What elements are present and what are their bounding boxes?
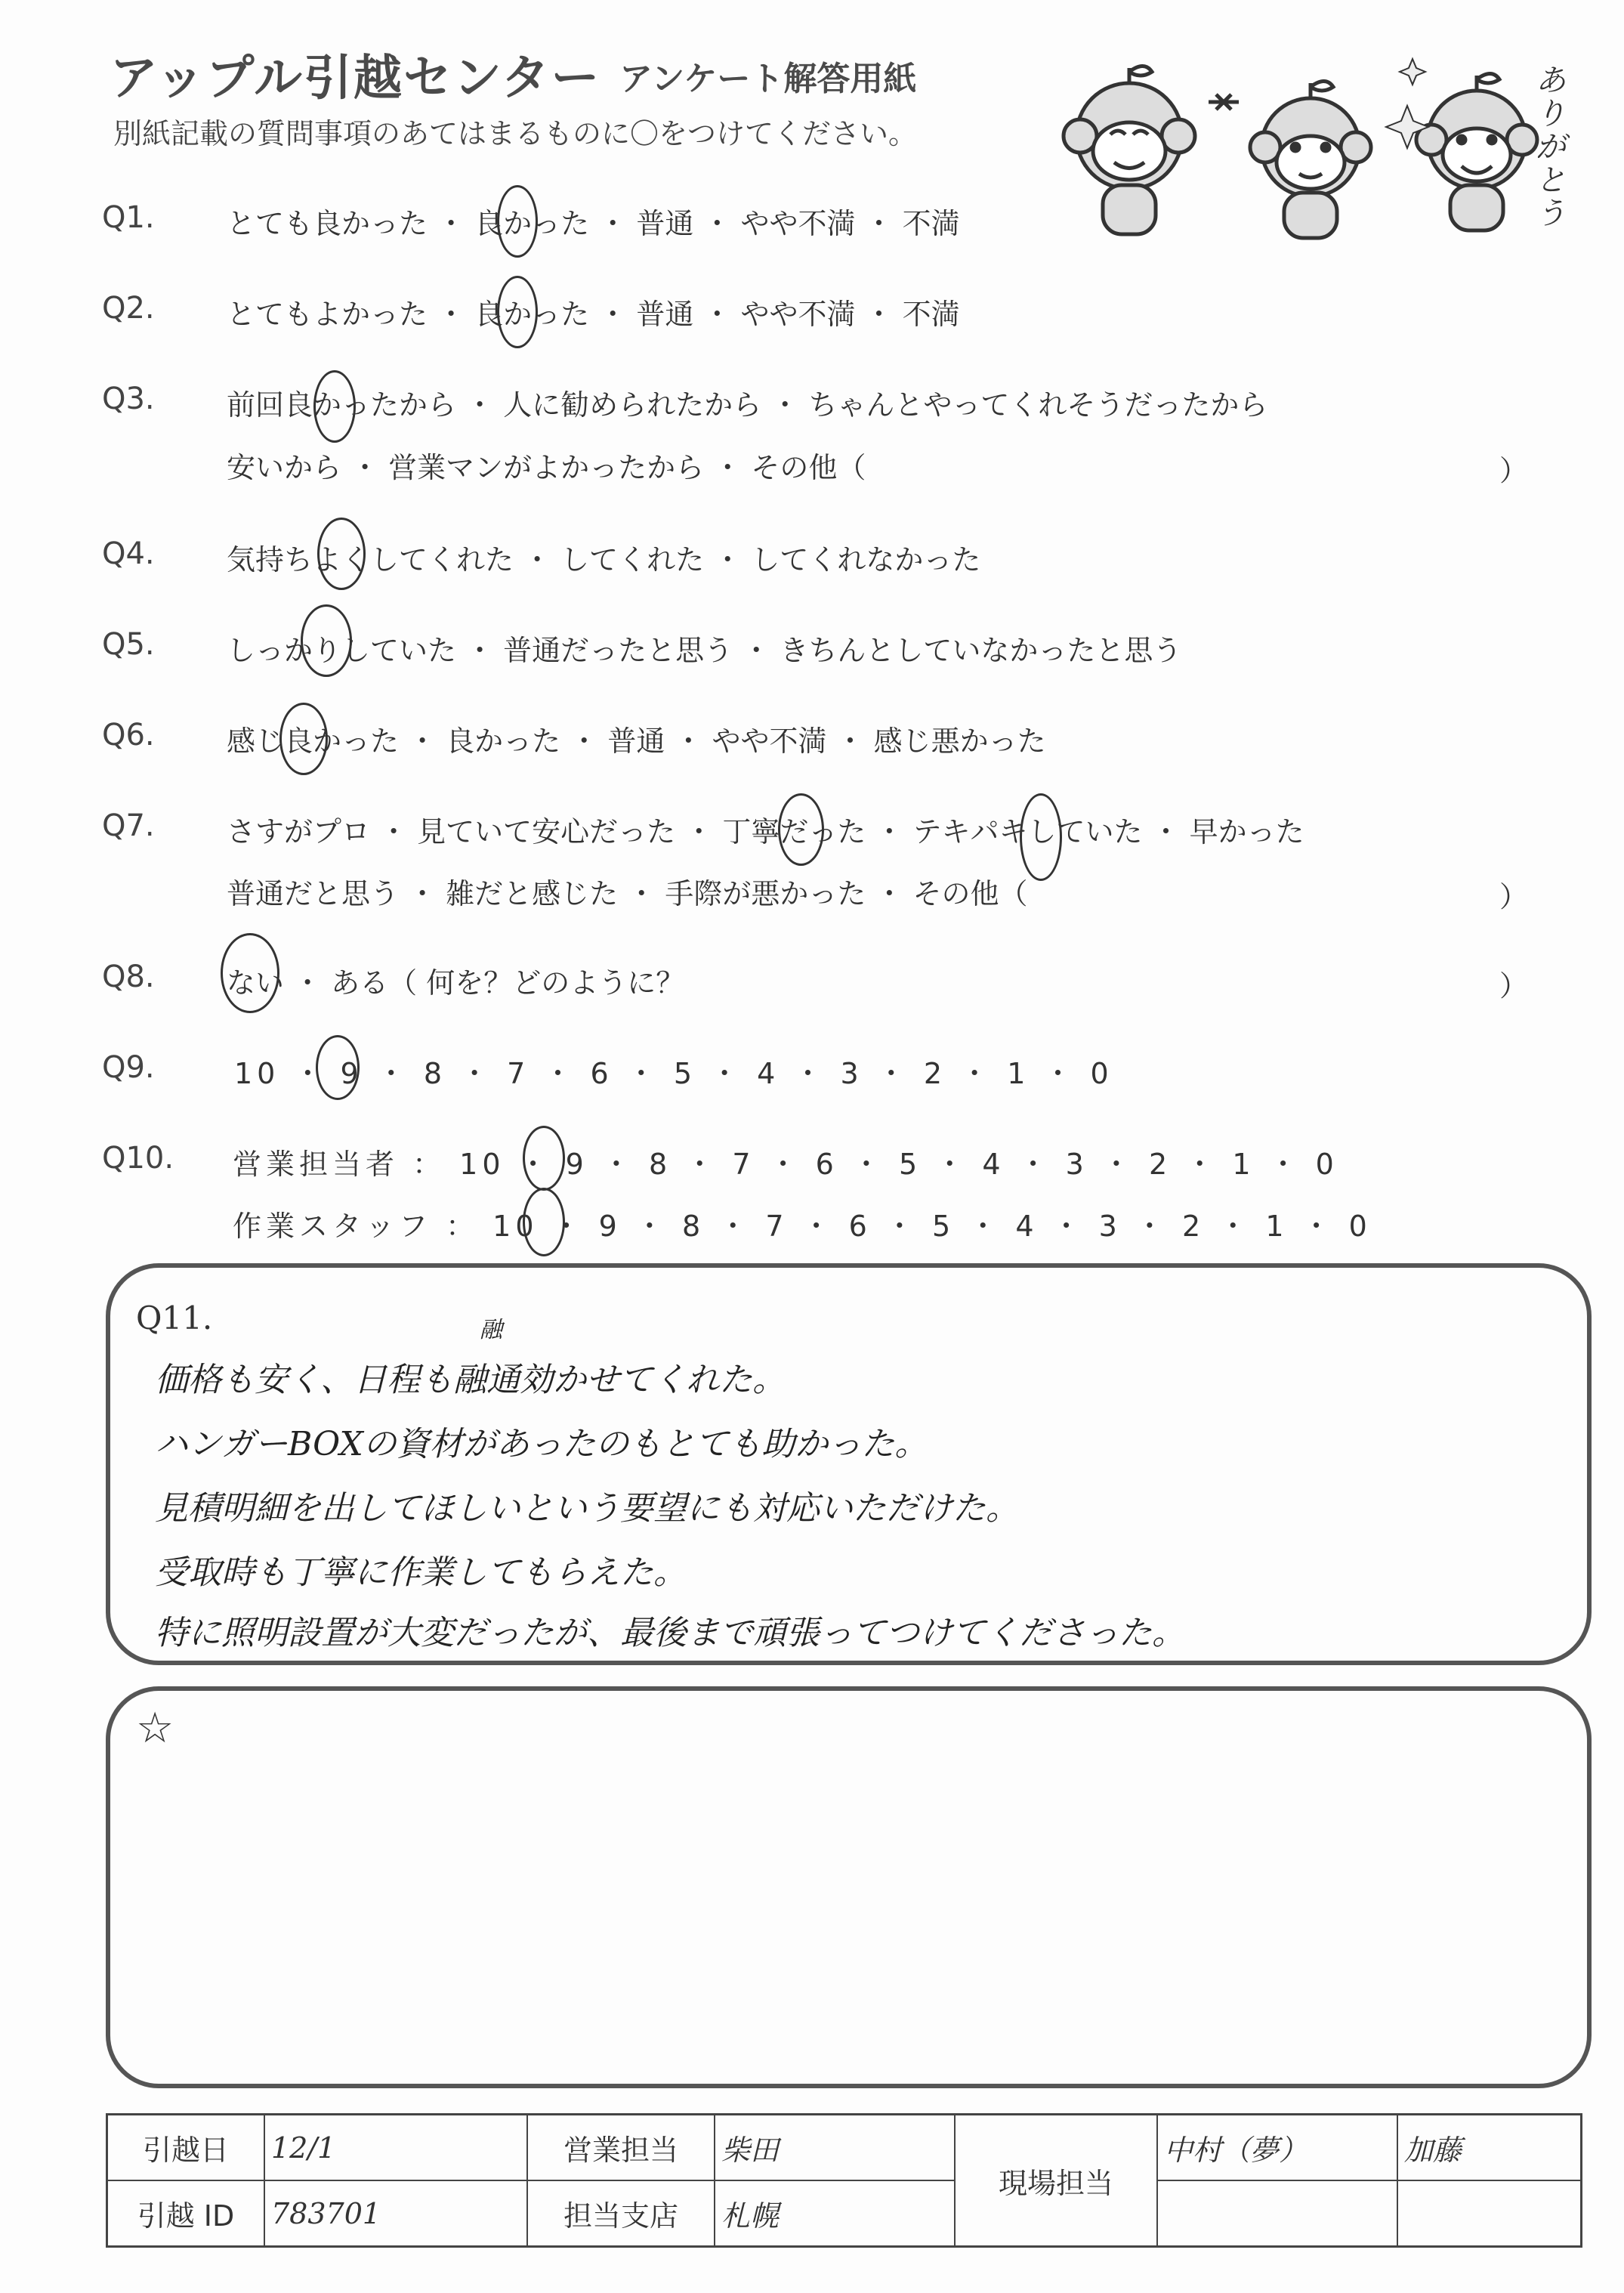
q3-options-line1: 前回良かったから ・ 人に勧められたから ・ ちゃんとやってくれそうだったから xyxy=(227,388,1268,422)
answer-circle xyxy=(316,1035,360,1100)
branch-label: 担当支店 xyxy=(527,2180,715,2247)
sales-label: 営業担当 xyxy=(527,2115,715,2181)
q9-scale: 10 ・ 9 ・ 8 ・ 7 ・ 6 ・ 5 ・ 4 ・ 3 ・ 2 ・ 1 ・ 0 xyxy=(234,1057,1113,1090)
answer-circle xyxy=(301,604,352,677)
q2-number: Q2. xyxy=(102,291,155,326)
site-staff-2: 加藤 xyxy=(1397,2115,1582,2181)
q10-staff-scale: 作業スタッフ ： 10 ・ 9 ・ 8 ・ 7 ・ 6 ・ 5 ・ 4 ・ 3 ・ 2 ・ 1 ・ 0 xyxy=(233,1210,1372,1243)
q8-close-paren: ） xyxy=(1499,969,1529,1003)
q6-options: 感じ良かった ・ 良かった ・ 普通 ・ やや不満 ・ 感じ悪かった xyxy=(227,725,1046,758)
q2-options: とてもよかった ・ 良かった ・ 普通 ・ やや不満 ・ 不満 xyxy=(227,298,960,331)
q8-options: ない ・ ある（ 何を？どのように？ xyxy=(227,966,685,1000)
answer-circle xyxy=(1020,793,1062,881)
q5-number: Q5. xyxy=(102,627,155,662)
q3-options-line2: 安いから ・ 営業マンがよかったから ・ その他（ xyxy=(227,451,866,484)
branch-value: 札幌 xyxy=(715,2180,955,2247)
mascot-illustration xyxy=(1046,53,1590,246)
thanks-text: ありがとう xyxy=(1536,63,1566,231)
q7-options-line1: さすがプロ ・ 見ていて安心だった ・ 丁寧だった ・ テキパキしていた ・ 早かった xyxy=(227,815,1304,848)
q5-options: しっかりしていた ・ 普通だったと思う ・ きちんとしていなかったと思う xyxy=(227,634,1182,667)
q7-options-line2: 普通だと思う ・ 雑だと感じた ・ 手際が悪かった ・ その他（ xyxy=(227,877,1028,910)
q7-number: Q7. xyxy=(102,808,155,843)
q11-label: Q11. xyxy=(136,1299,213,1337)
form-title: アップル引越センター xyxy=(110,51,601,107)
q4-options: 気持ちよくしてくれた ・ してくれた ・ してくれなかった xyxy=(227,543,981,576)
answer-circle xyxy=(497,185,538,258)
move-date-value: 12/1 xyxy=(264,2115,527,2181)
instruction-text: 別紙記載の質問事項のあてはまるものに〇をつけてください。 xyxy=(113,117,918,150)
move-id-value: 783701 xyxy=(264,2180,527,2247)
q4-number: Q4. xyxy=(102,536,155,571)
site-staff-1: 中村（夢） xyxy=(1157,2115,1397,2181)
answer-circle xyxy=(313,370,356,443)
q7-close-paren: ） xyxy=(1499,880,1529,913)
star-icon: ☆ xyxy=(136,1704,174,1753)
form-subtitle: アンケート解答用紙 xyxy=(619,60,917,98)
site-label: 現場担当 xyxy=(955,2115,1157,2247)
answer-circle xyxy=(497,276,538,348)
answer-circle xyxy=(778,793,824,866)
q3-close-paren: ） xyxy=(1499,454,1529,487)
q11-line-4: 受取時も丁寧に作業してもらえた。 xyxy=(155,1553,687,1592)
q10-sales-scale: 営業担当者 ： 10 ・ 9 ・ 8 ・ 7 ・ 6 ・ 5 ・ 4 ・ 3 ・ 2 ・ 1 ・ 0 xyxy=(233,1148,1338,1181)
site-staff-4 xyxy=(1397,2180,1582,2247)
answer-circle xyxy=(523,1188,565,1256)
site-staff-3 xyxy=(1157,2180,1397,2247)
move-date-label: 引越日 xyxy=(107,2115,265,2181)
q1-number: Q1. xyxy=(102,200,155,235)
answer-circle xyxy=(523,1126,565,1191)
answer-circle xyxy=(221,933,279,1013)
q11-line-1: 価格も安く、日程も融通効かせてくれた。 xyxy=(155,1361,786,1399)
move-id-label: 引越 ID xyxy=(107,2180,265,2247)
q11-line-5: 特に照明設置が大変だったが、最後まで頑張ってつけてくださった。 xyxy=(155,1614,1185,1652)
q8-number: Q8. xyxy=(102,960,155,994)
q6-number: Q6. xyxy=(102,718,155,752)
q10-number: Q10. xyxy=(102,1141,174,1176)
q3-number: Q3. xyxy=(102,382,155,416)
q1-options: とても良かった ・ 良かった ・ 普通 ・ やや不満 ・ 不満 xyxy=(227,207,960,240)
q11-line-3: 見積明細を出してほしいという要望にも対応いただけた。 xyxy=(155,1489,1019,1528)
q11-correction: 融 xyxy=(480,1317,502,1343)
move-info-table xyxy=(106,2113,1582,2248)
answer-circle xyxy=(317,518,366,590)
answer-circle xyxy=(279,703,328,775)
q11-line-2: ハンガーBOXの資材があったのもとても助かった。 xyxy=(155,1425,928,1463)
free-comment-box xyxy=(106,1686,1592,2088)
sales-value: 柴田 xyxy=(715,2115,955,2181)
q9-number: Q9. xyxy=(102,1050,155,1085)
